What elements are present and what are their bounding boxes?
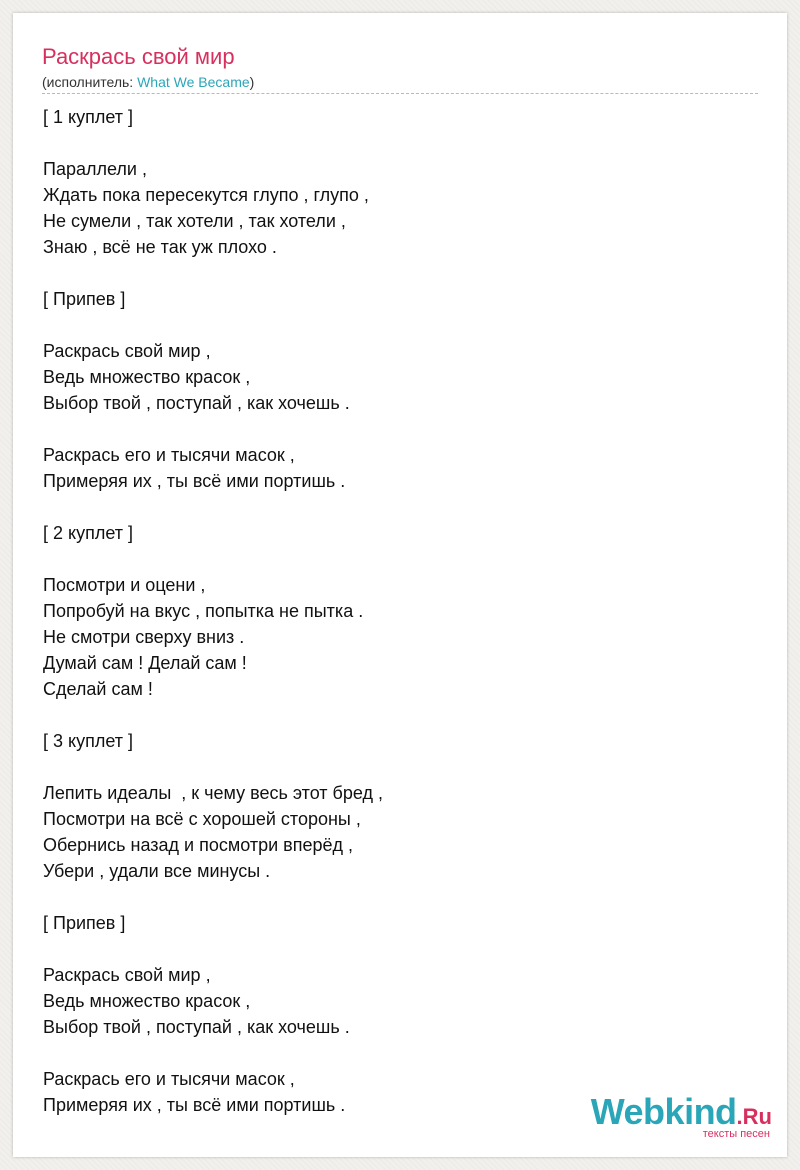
lyric-line: Примеряя их , ты всё ими портишь .	[43, 1095, 346, 1115]
lyric-line: Убери , удали все минусы .	[43, 861, 271, 881]
lyric-line: Выбор твой , поступай , как хочешь .	[43, 1017, 350, 1037]
lyric-line: [ Припев ]	[43, 913, 126, 933]
lyric-line	[43, 312, 763, 338]
lyric-line: [ Припев ]	[43, 289, 126, 309]
lyric-line	[43, 936, 763, 962]
song-title: Раскрась свой мир	[42, 44, 235, 69]
lyric-line: Примеряя их , ты всё ими портишь .	[43, 471, 346, 491]
logo-tagline: тексты песен	[702, 1128, 770, 1140]
lyric-line: Посмотри и оцени ,	[43, 575, 206, 595]
lyric-line: Не сумели , так хотели , так хотели ,	[43, 211, 346, 231]
lyric-line: Выбор твой , поступай , как хочешь .	[43, 393, 350, 413]
lyric-line: Лепить идеалы , к чему весь этот бред ,	[43, 783, 383, 803]
logo-name: Webkind	[590, 1091, 737, 1132]
lyric-line: Ведь множество красок ,	[43, 991, 251, 1011]
lyric-line: [ 1 куплет ]	[43, 107, 133, 127]
lyric-line: [ 3 куплет ]	[43, 731, 133, 751]
lyric-line: Ведь множество красок ,	[43, 367, 251, 387]
webkind-logo[interactable]	[572, 1092, 772, 1142]
lyric-line: Раскрась его и тысячи масок ,	[43, 1069, 295, 1089]
artist-suffix: )	[249, 74, 255, 90]
lyric-line: Раскрась его и тысячи масок ,	[43, 445, 295, 465]
lyric-line: Не смотри сверху вниз .	[43, 627, 245, 647]
lyric-line	[43, 702, 763, 728]
lyric-line	[43, 546, 763, 572]
lyric-line: Раскрась свой мир ,	[43, 965, 211, 985]
lyric-line: Знаю , всё не так уж плохо .	[43, 237, 277, 257]
artist-prefix: (исполнитель:	[42, 74, 138, 90]
lyric-line: Раскрась свой мир ,	[43, 341, 211, 361]
lyric-line: Попробуй на вкус , попытка не пытка .	[43, 601, 364, 621]
lyric-line	[43, 754, 763, 780]
lyric-line	[43, 260, 763, 286]
lyric-line	[43, 494, 763, 520]
header-divider	[42, 93, 758, 94]
lyric-line	[43, 884, 763, 910]
lyrics-card	[13, 13, 787, 1157]
lyric-line: Посмотри на всё с хорошей стороны ,	[43, 809, 361, 829]
lyric-line: Думай сам ! Делай сам !	[43, 653, 247, 673]
lyric-line: Сделай сам !	[43, 679, 153, 699]
lyrics-body	[43, 104, 763, 1118]
lyric-line: [ 2 куплет ]	[43, 523, 133, 543]
lyric-line: Параллели ,	[43, 159, 147, 179]
song-artist-line	[42, 72, 254, 92]
lyric-line: Ждать пока пересекутся глупо , глупо ,	[43, 185, 369, 205]
lyric-line	[43, 1040, 763, 1066]
lyric-line	[43, 416, 763, 442]
artist-link[interactable]: What We Became	[137, 74, 250, 90]
logo-tld: .Ru	[736, 1104, 772, 1129]
lyric-line: Обернись назад и посмотри вперёд ,	[43, 835, 353, 855]
lyric-line	[43, 130, 763, 156]
